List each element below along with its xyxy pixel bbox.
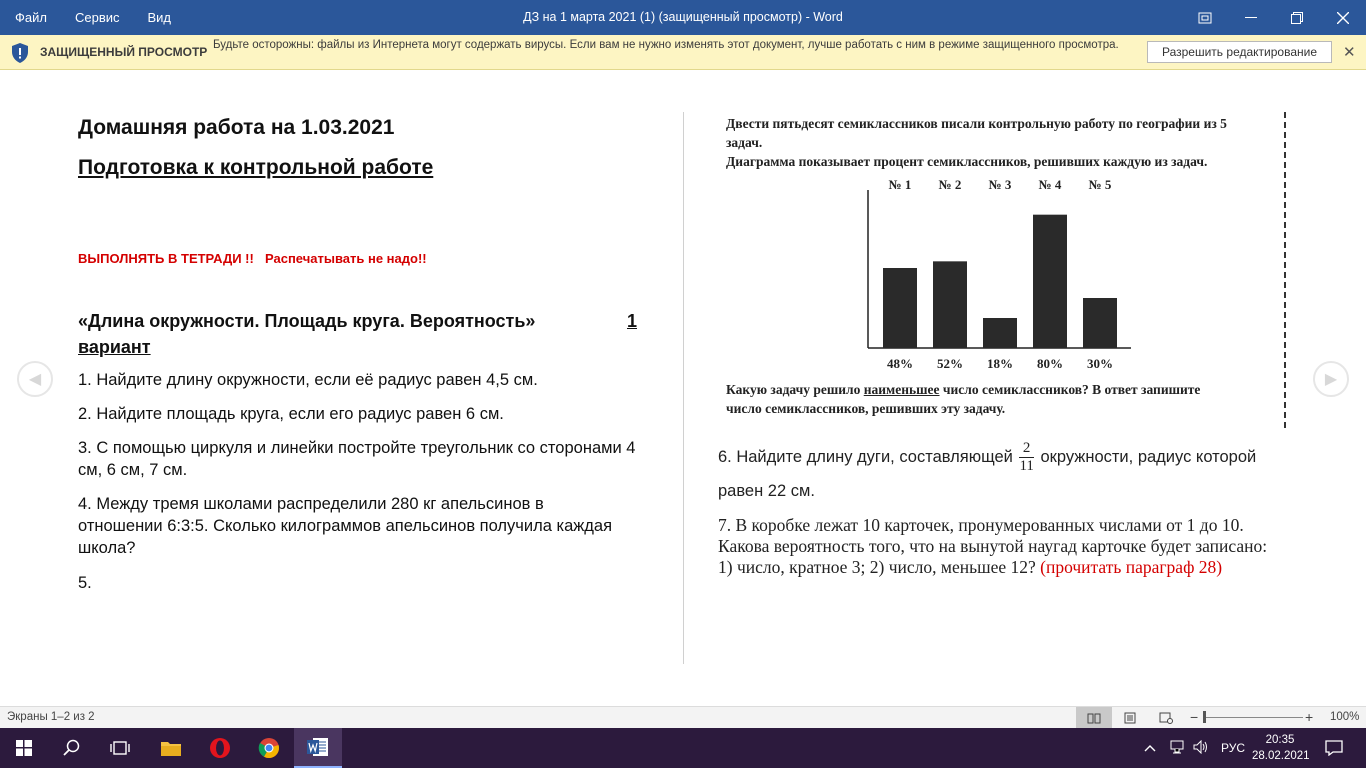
restore-icon xyxy=(1291,12,1303,24)
search-button[interactable] xyxy=(48,728,96,768)
clock-time: 20:35 xyxy=(1265,734,1295,746)
fullscreen-button[interactable] xyxy=(1182,0,1228,35)
chart-bar xyxy=(983,318,1017,348)
search-icon xyxy=(63,739,81,757)
chart-category-label: № 5 xyxy=(1088,178,1112,192)
network-icon xyxy=(1169,740,1185,754)
task-6-prefix: 6. Найдите длину дуги, составляющей xyxy=(718,447,1018,466)
window-controls xyxy=(1182,0,1366,35)
book-icon xyxy=(1087,712,1101,724)
protected-view-label: ЗАЩИЩЕННЫЙ ПРОСМОТР xyxy=(40,45,208,59)
explorer-taskbar-button[interactable] xyxy=(147,728,195,768)
shield-icon xyxy=(10,42,30,64)
bar-chart xyxy=(866,178,1136,378)
problem-figure xyxy=(718,112,1286,428)
word-icon xyxy=(307,737,329,757)
topic-variant: вариант xyxy=(78,337,151,357)
enable-editing-button[interactable]: Разрешить редактирование xyxy=(1147,41,1332,63)
close-icon xyxy=(1337,12,1349,24)
notice-no-print: Распечатывать не надо!! xyxy=(265,251,427,266)
page-subheading: Подготовка к контрольной работе xyxy=(78,156,434,179)
task-5: 5. xyxy=(78,574,92,592)
chart-category-label: № 1 xyxy=(888,178,912,192)
next-screen-button[interactable] xyxy=(1313,361,1349,397)
chevron-left-icon: ◀ xyxy=(28,369,42,388)
chart-value-label: 52% xyxy=(937,356,963,371)
zoom-in-button[interactable]: + xyxy=(1305,709,1314,725)
topic-text: «Длина окружности. Площадь круга. Вероятность» xyxy=(78,311,536,331)
title-bar xyxy=(0,0,1366,35)
notifications-button[interactable] xyxy=(1310,728,1358,768)
language-indicator[interactable]: РУС xyxy=(1221,741,1246,755)
page-heading: Домашняя работа на 1.03.2021 xyxy=(78,116,395,139)
figure-intro-2: задач. xyxy=(726,135,763,150)
task-view-button[interactable] xyxy=(96,728,144,768)
zoom-level[interactable]: 100% xyxy=(1330,711,1360,723)
menu-file[interactable]: Файл xyxy=(15,10,47,25)
read-mode-button[interactable] xyxy=(1076,707,1112,728)
figure-question-emph: наименьшее xyxy=(863,382,940,397)
chevron-right-icon: ▶ xyxy=(1324,369,1338,388)
chrome-icon xyxy=(258,737,280,759)
system-tray xyxy=(1143,728,1245,768)
task-6 xyxy=(718,440,1283,508)
protected-view-bar xyxy=(0,35,1366,70)
protected-view-message: Будьте осторожны: файлы из Интернета могут содержать вирусы. Если вам не нужно изменять этот документ, лучше работать с ним в режиме защищенного просмотра. xyxy=(213,39,1119,51)
folder-icon xyxy=(160,739,182,757)
figure-intro-1: Двести пятьдесят семиклассников писали контрольную работу по географии из 5 xyxy=(726,116,1227,131)
chart-bar xyxy=(933,261,967,348)
topic-title xyxy=(78,308,648,357)
chevron-up-icon xyxy=(1144,744,1156,752)
task-view-icon xyxy=(110,740,130,756)
web-layout-icon xyxy=(1159,712,1173,724)
task-6-line2: равен 22 см. xyxy=(718,482,815,500)
view-modes xyxy=(1076,707,1184,728)
opera-icon xyxy=(209,737,231,759)
zoom-out-button[interactable]: − xyxy=(1190,709,1199,725)
zoom-slider-track[interactable] xyxy=(1205,717,1303,718)
task-6-suffix: окружности, радиус которой xyxy=(1035,447,1257,466)
chart-bar xyxy=(1083,298,1117,348)
speaker-icon xyxy=(1193,740,1209,754)
page-icon xyxy=(1124,712,1136,724)
task-7-red-note: (прочитать параграф 28) xyxy=(1040,557,1223,577)
figure-intro-3: Диаграмма показывает процент семиклассников, решивших каждую из задач. xyxy=(726,154,1208,169)
document-area xyxy=(0,70,1366,706)
figure-question-1 xyxy=(726,380,1200,399)
minimize-icon xyxy=(1245,17,1257,19)
taskbar-clock[interactable] xyxy=(1252,732,1308,764)
zoom-slider-thumb[interactable] xyxy=(1203,711,1206,723)
start-button[interactable] xyxy=(0,728,48,768)
taskbar xyxy=(0,728,1366,768)
tray-expand-button[interactable] xyxy=(1143,741,1157,755)
minimize-button[interactable] xyxy=(1228,0,1274,35)
notice-notebook: ВЫПОЛНЯТЬ В ТЕТРАДИ !! xyxy=(78,251,254,266)
notification-icon xyxy=(1325,740,1343,756)
fullscreen-icon xyxy=(1198,12,1212,24)
network-button[interactable] xyxy=(1169,740,1185,757)
chart-value-label: 80% xyxy=(1037,356,1063,371)
fraction-numerator: 2 xyxy=(1019,440,1033,458)
restore-button[interactable] xyxy=(1274,0,1320,35)
word-taskbar-button[interactable] xyxy=(294,728,342,768)
chart-value-label: 30% xyxy=(1087,356,1113,371)
task-7-text: 7. В коробке лежат 10 карточек, пронумерованных числами от 1 до 10. Какова вероятность того, что на вынутой наугад карточке будет записано: 1) число, кратное 3; 2) число, меньшее 12? xyxy=(718,515,1268,577)
task-2: 2. Найдите площадь круга, если его радиус равен 6 см. xyxy=(78,405,504,423)
window-title: ДЗ на 1 марта 2021 (1) (защищенный просмотр) - Word xyxy=(523,10,843,24)
figure-question-part1: Какую задачу решило xyxy=(726,382,864,397)
task-1: 1. Найдите длину окружности, если её радиус равен 4,5 см. xyxy=(78,371,538,389)
chart-category-label: № 2 xyxy=(938,178,962,192)
screens-indicator: Экраны 1–2 из 2 xyxy=(7,711,95,723)
print-layout-button[interactable] xyxy=(1112,707,1148,728)
close-button[interactable] xyxy=(1320,0,1366,35)
chart-bar xyxy=(1033,215,1067,348)
chart-category-label: № 4 xyxy=(1038,178,1062,192)
task-3: 3. С помощью циркуля и линейки постройте треугольник со сторонами 4 см, 6 см, 7 см. xyxy=(78,439,636,479)
menu-service[interactable]: Сервис xyxy=(74,10,120,25)
windows-logo-icon xyxy=(16,740,32,756)
figure-question-part2: число семиклассников? В ответ запишите xyxy=(939,382,1201,397)
topic-number: 1 xyxy=(627,311,638,331)
chart-value-label: 18% xyxy=(987,356,1013,371)
clock-date: 28.02.2021 xyxy=(1252,750,1310,762)
chart-bar xyxy=(883,268,917,348)
volume-button[interactable] xyxy=(1193,740,1209,757)
task-4: 4. Между тремя школами распределили 280 кг апельсинов в отношении 6:3:5. Сколько килограммов апельсинов получила каждая школа? xyxy=(78,495,613,557)
page-divider xyxy=(683,112,684,664)
chart-value-label: 48% xyxy=(887,356,913,371)
close-protected-bar-icon[interactable]: ✕ xyxy=(1343,44,1356,61)
opera-taskbar-button[interactable] xyxy=(196,728,244,768)
chrome-taskbar-button[interactable] xyxy=(245,728,293,768)
task-7 xyxy=(718,515,1283,578)
prev-screen-button[interactable] xyxy=(17,361,53,397)
menu-view[interactable]: Вид xyxy=(147,10,172,25)
chart-category-label: № 3 xyxy=(988,178,1012,192)
web-layout-button[interactable] xyxy=(1148,707,1184,728)
figure-question-2: число семиклассников, решивших эту задачу. xyxy=(726,401,1006,416)
status-bar xyxy=(0,706,1366,728)
fraction xyxy=(1019,440,1033,475)
fraction-denominator: 11 xyxy=(1019,458,1034,474)
